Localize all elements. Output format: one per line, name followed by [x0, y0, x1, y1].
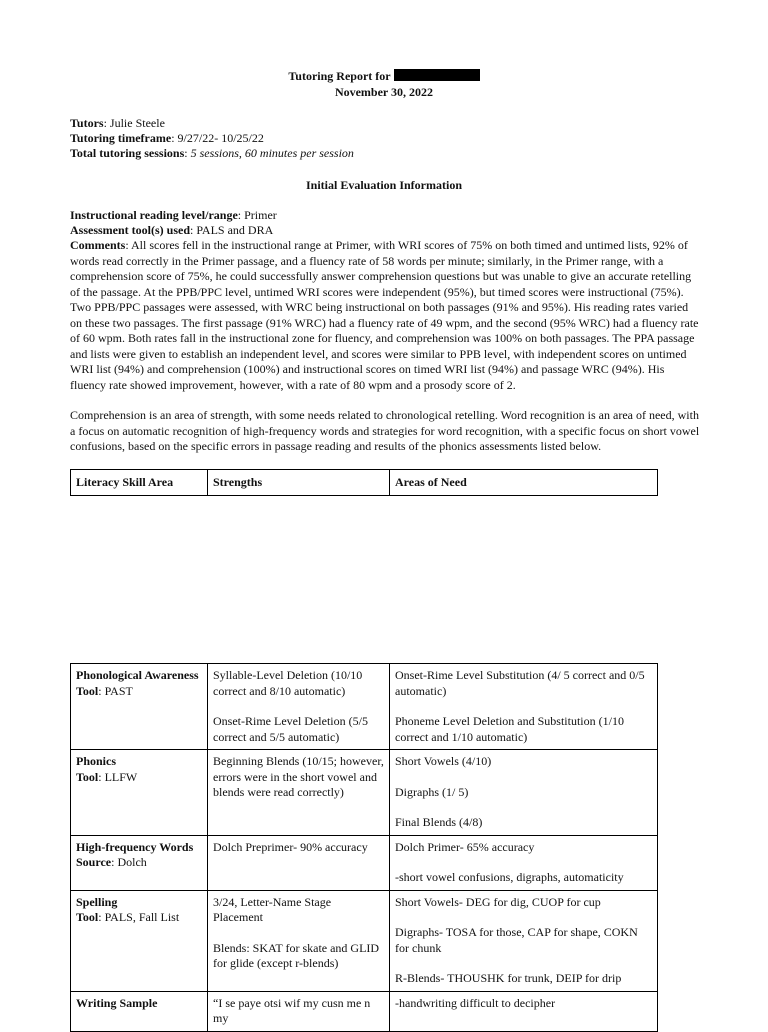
summary-paragraph: Comprehension is an area of strength, with some needs related to chronological retelling. Word recognition is an area of need, with a focus on automatic recognition of high-frequency words and strategies for word recognition, with a specific focus on short vowel confusions, based on the specific errors in passage reading and results of the phonics assessments listed below.: [70, 408, 700, 453]
need-item: Dolch Primer- 65% accuracy: [395, 839, 535, 854]
need-item: Digraphs- TOSA for those, CAP for shape, COKN for chunk: [395, 925, 638, 955]
tools-label: Assessment tool(s) used: [70, 223, 190, 237]
need-item: Short Vowels- DEG for dig, CUOP for cup: [395, 894, 601, 909]
level-line: [70, 208, 277, 224]
tool-label: Tool: [76, 683, 99, 698]
area-name: Phonics: [76, 754, 117, 768]
timeframe-label: Tutoring timeframe: [70, 131, 172, 145]
comments-label: Comments: [70, 238, 126, 252]
strength-item: Beginning Blends (10/15; however, errors were in the short vowel and blends were read correctly): [213, 754, 384, 799]
tool-label: Source: [76, 855, 112, 869]
level-label: Instructional reading level/range: [70, 208, 238, 222]
header-areas-of-need: Areas of Need: [390, 470, 658, 496]
tool-value: : LLFW: [98, 769, 138, 784]
sessions-line: [70, 146, 354, 162]
strengths-cell: [208, 835, 390, 890]
tutors-value: : Julie Steele: [103, 116, 165, 130]
table-row: [71, 835, 658, 890]
tool-value: : Dolch: [111, 855, 147, 869]
strength-item: Syllable-Level Deletion (10/10 correct and 8/10 automatic): [213, 668, 363, 698]
report-date: November 30, 2022: [334, 85, 434, 99]
header-skill-area: Literacy Skill Area: [71, 470, 208, 496]
needs-cell: [390, 835, 658, 890]
needs-cell: [390, 890, 658, 991]
strengths-cell: [208, 664, 390, 750]
need-item: Onset-Rime Level Substitution (4/ 5 correct and 0/5 automatic): [395, 668, 645, 698]
needs-cell: [390, 750, 658, 836]
sessions-sep: :: [184, 146, 191, 160]
strength-item: 3/24, Letter-Name Stage Placement: [213, 894, 332, 924]
skills-table: [70, 663, 658, 1032]
tool-label: Tool: [76, 769, 99, 784]
sessions-value: 5 sessions, 60 minutes per session: [190, 146, 354, 160]
need-item: -short vowel confusions, digraphs, automaticity: [395, 870, 624, 884]
tool-label: Tool: [76, 910, 99, 924]
area-cell: [71, 991, 208, 1031]
table-row: [71, 890, 658, 991]
need-item: Short Vowels (4/10): [395, 754, 492, 768]
need-item: R-Blends- THOUSHK for trunk, DEIP for drip: [395, 971, 622, 985]
strength-item: Onset-Rime Level Deletion (5/5 correct and 5/5 automatic): [213, 714, 368, 744]
comments-text: : All scores fell in the instructional range at Primer, with WRI scores of 75% on both timed and untimed lists, 92% of words read correctly in the Primer passage, and a fluency rate of 58 words per minute; similarly, in the Primer range, with a comprehension score of 75%, he could successfully answer comprehension questions but was unable to give an accurate retelling of the passage. At the PPB/PPC level, untimed WRI scores were independent (95%), but timed scores were instructional (75%). Two PPB/PPC passages were assessed, with WRC being instructional on both passages (91% and 95%). His reading rates varied on these two passages. The first passage (91% WRC) had a fluency rate of 49 wpm, and the second (95% WRC) had a fluency rate of 60 wpm. Both rates fall in the instructional zone for fluency, and comprehension was 100% on both passages. The PPA passage and lists were given to establish an independent level, and scores were similar to PPB level, with independent scores on untimed WRI list (94%) and comprehension (100%) and instructional scores on timed WRI list (94%) and passage WRC (94%). His fluency rate showed improvement, however, with a rate of 80 wpm and a prosody score of 2.: [70, 238, 699, 392]
needs-cell: [390, 664, 658, 750]
strength-item: “I se paye otsi wif my cusn me n my: [213, 995, 371, 1025]
report-title: [0, 69, 768, 85]
header-strengths: Strengths: [208, 470, 390, 496]
comments-paragraph: [70, 238, 700, 393]
area-name: Spelling: [76, 894, 118, 909]
area-cell: [71, 750, 208, 836]
area-cell: [71, 835, 208, 890]
need-item: Phoneme Level Deletion and Substitution (1/10 correct and 1/10 automatic): [395, 714, 624, 744]
table-row: [71, 750, 658, 836]
header-table: [70, 469, 658, 496]
need-item: Final Blends (4/8): [395, 815, 483, 829]
tools-value: : PALS and DRA: [190, 223, 274, 237]
tutors-line: [70, 116, 165, 132]
tool-value: : PAST: [98, 683, 133, 698]
section-heading: Initial Evaluation Information: [305, 178, 463, 192]
level-value: : Primer: [237, 208, 277, 222]
need-item: Digraphs (1/ 5): [395, 784, 469, 799]
area-name: Writing Sample: [76, 995, 158, 1010]
strengths-cell: [208, 890, 390, 991]
strength-item: Dolch Preprimer- 90% accuracy: [213, 839, 368, 854]
sessions-label: Total tutoring sessions: [70, 146, 185, 160]
needs-cell: [390, 991, 658, 1031]
tool-value: : PALS, Fall List: [98, 910, 180, 924]
table-row: [71, 991, 658, 1031]
area-cell: [71, 890, 208, 991]
strengths-cell: [208, 750, 390, 836]
area-name: High-frequency Words: [76, 839, 194, 854]
strengths-cell: [208, 991, 390, 1031]
need-item: -handwriting difficult to decipher: [395, 995, 556, 1010]
table-row: [71, 664, 658, 750]
tools-line: [70, 223, 273, 239]
tutors-label: Tutors: [70, 116, 104, 130]
timeframe-value: : 9/27/22- 10/25/22: [171, 131, 264, 145]
area-name: Phonological Awareness: [76, 668, 199, 682]
strength-item: Blends: SKAT for skate and GLID for glide (except r-blends): [213, 940, 380, 970]
timeframe-line: [70, 131, 264, 147]
redacted-name: [394, 69, 480, 81]
area-cell: [71, 664, 208, 750]
table-header-row: [71, 470, 658, 496]
report-title-text: Tutoring Report for: [288, 69, 391, 83]
